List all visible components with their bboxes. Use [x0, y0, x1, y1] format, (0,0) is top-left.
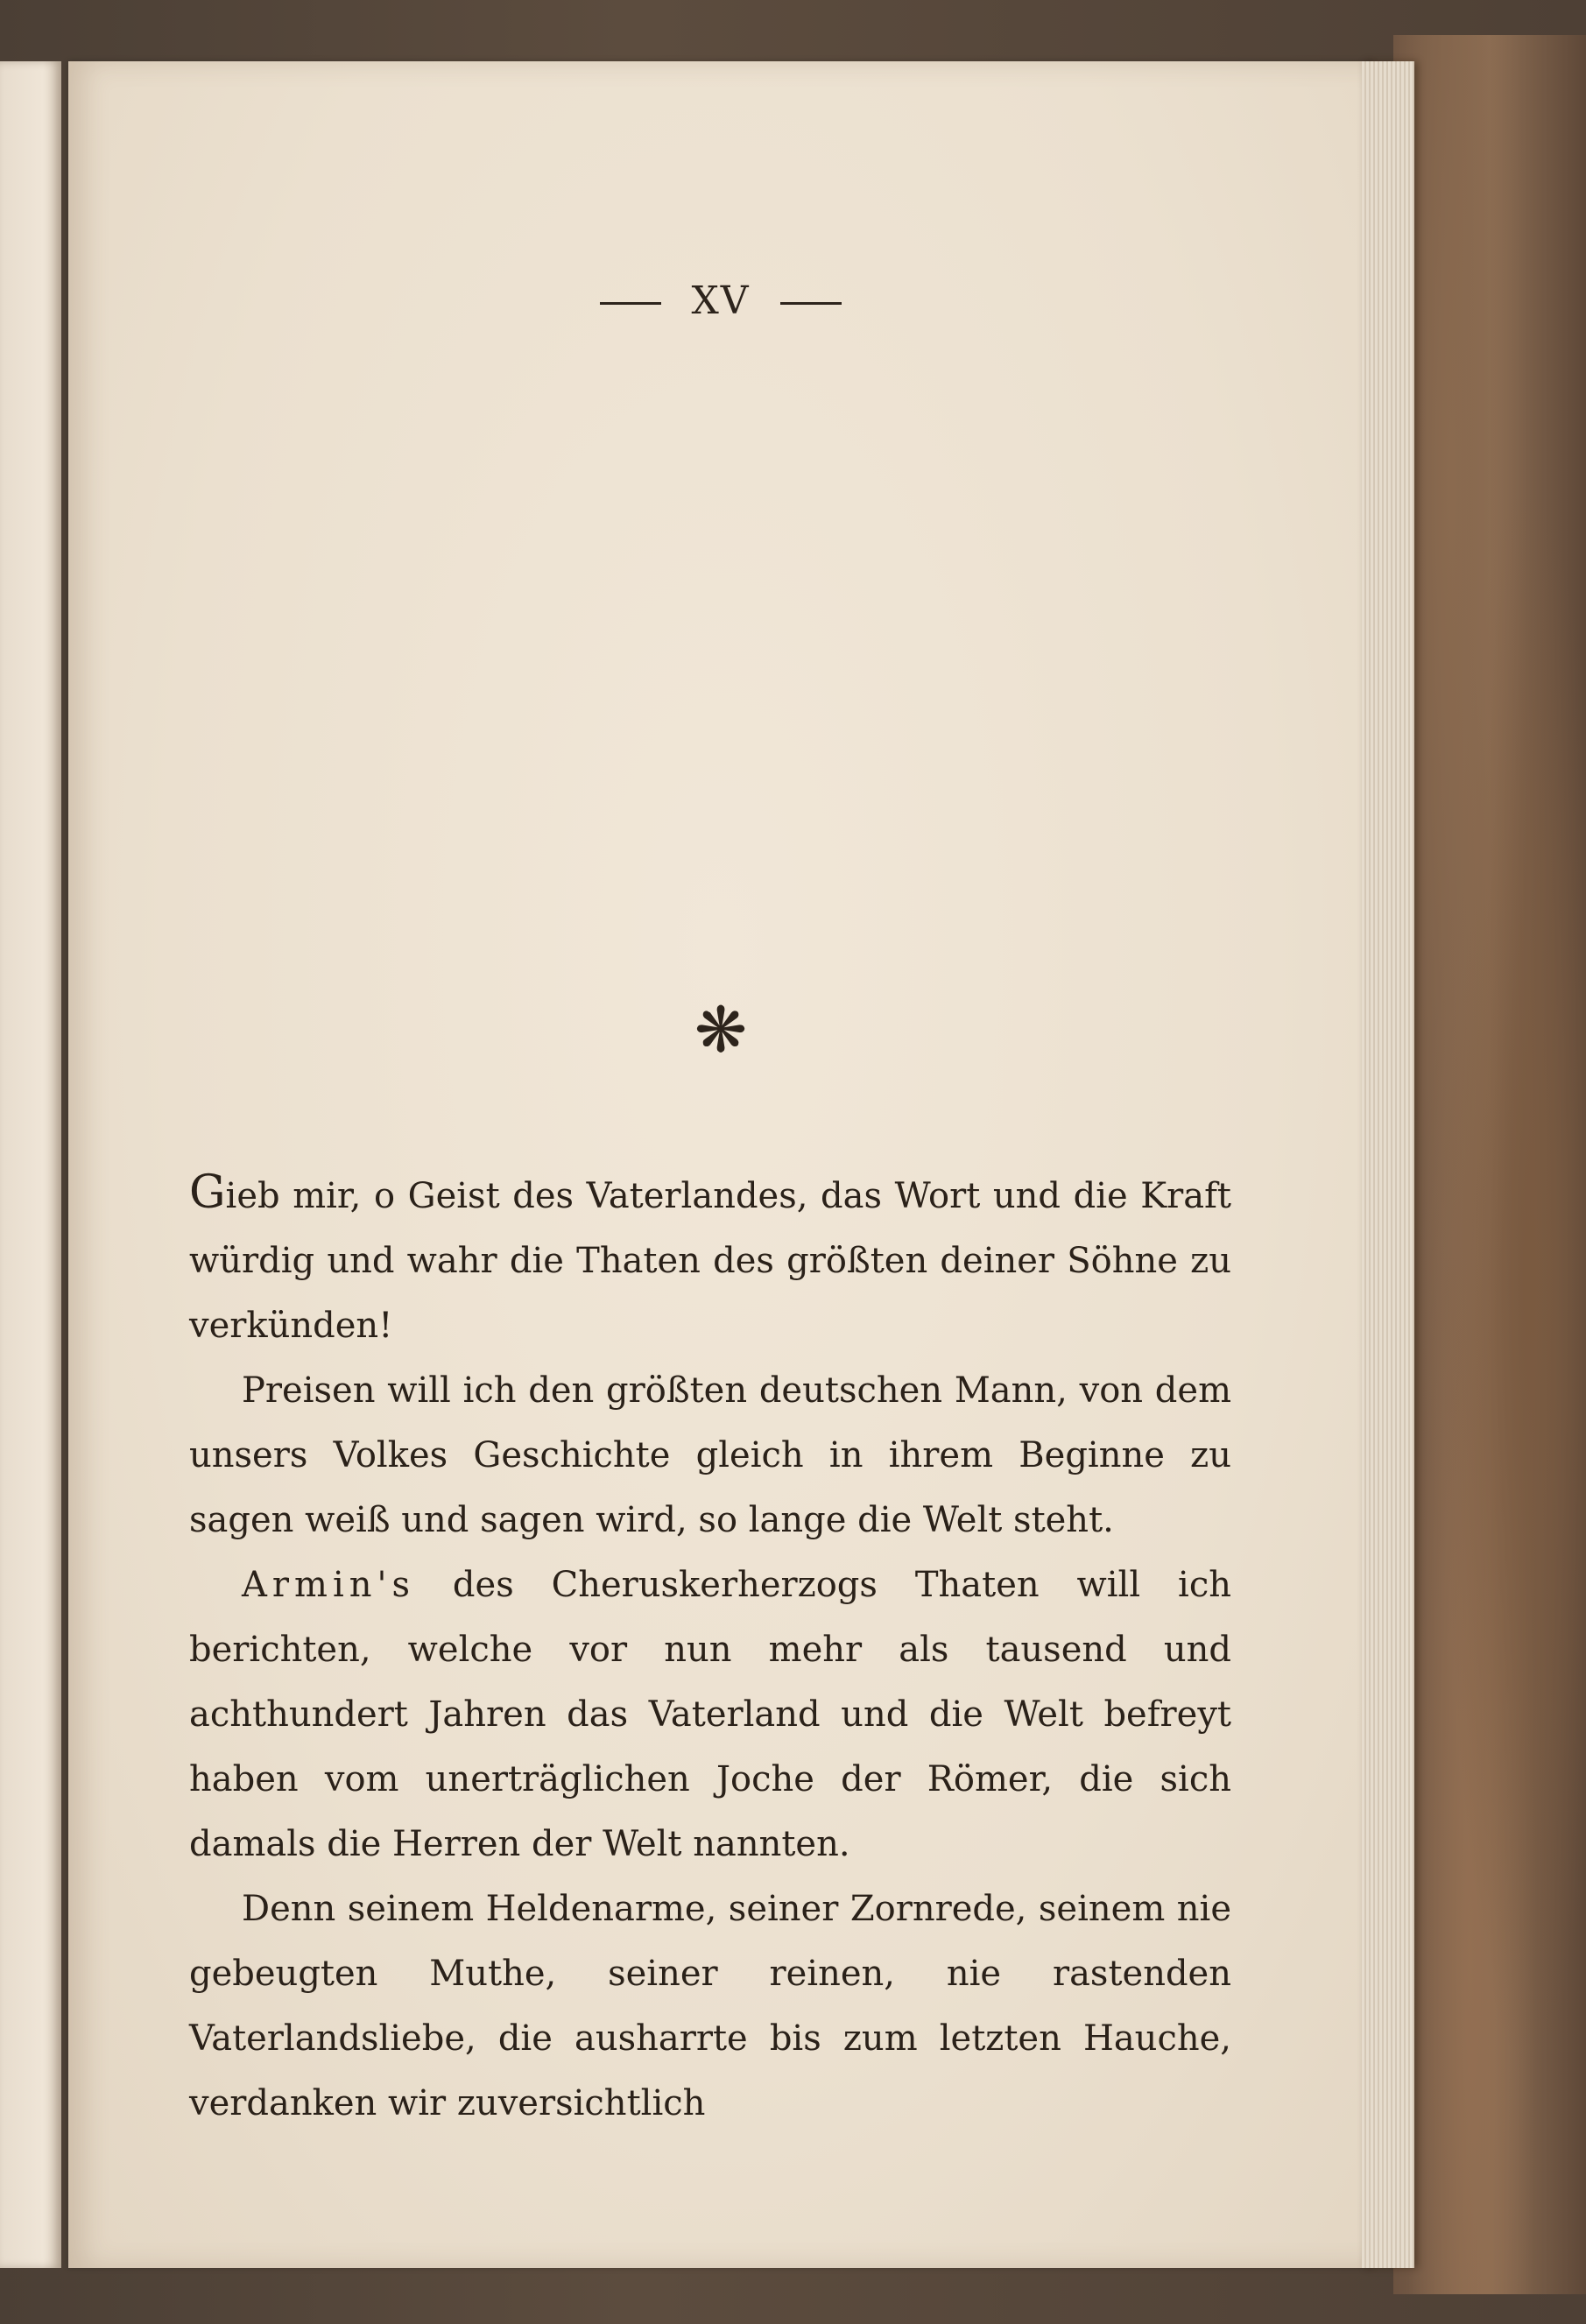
- paragraph-3: [189, 1553, 1231, 1877]
- drop-initial: G: [189, 1166, 226, 1219]
- paragraph-1-text: ieb mir, o Geist des Vaterlandes, das Wort und die Kraft würdig und wahr die Thaten des größten deiner Söhne zu verkünden!: [189, 1176, 1231, 1346]
- show-through-text: [252, 350, 1242, 630]
- paragraph-2: Preisen will ich den größten deutschen Mann, von dem unsers Volkes Geschichte gleich in ihrem Beginne zu sagen weiß und sagen wird, so lange die Welt steht.: [189, 1370, 1231, 1540]
- page-number: XV: [691, 278, 751, 323]
- ornament-icon: ❋: [694, 993, 748, 1067]
- book-page: [68, 61, 1373, 2268]
- header-dash-left: [600, 302, 661, 305]
- spaced-name: Armin's: [242, 1565, 416, 1605]
- page-header: [68, 278, 1373, 323]
- paragraph-1: [189, 1160, 1231, 1358]
- page-block-edges: [1362, 61, 1414, 2268]
- body-text: [189, 1160, 1231, 2136]
- paragraph-3-text: des Cheruskerherzogs Thaten will ich berichten, welche vor nun mehr als tausend und achthundert Jahren das Vaterland und die Welt befreyt haben vom unerträglichen Joche der Römer, die sich damals die Herren der Welt nannten.: [189, 1565, 1231, 1864]
- header-dash-right: [780, 302, 842, 305]
- facing-page-edge: [0, 61, 61, 2268]
- marbled-binding: [1393, 35, 1586, 2294]
- paragraph-4: Denn seinem Heldenarme, seiner Zornrede, seinem nie gebeugten Muthe, seiner reinen, nie rastenden Vaterlandsliebe, die ausharrte bis zum letzten Hauche, verdanken wir zuversichtlich: [189, 1889, 1231, 2123]
